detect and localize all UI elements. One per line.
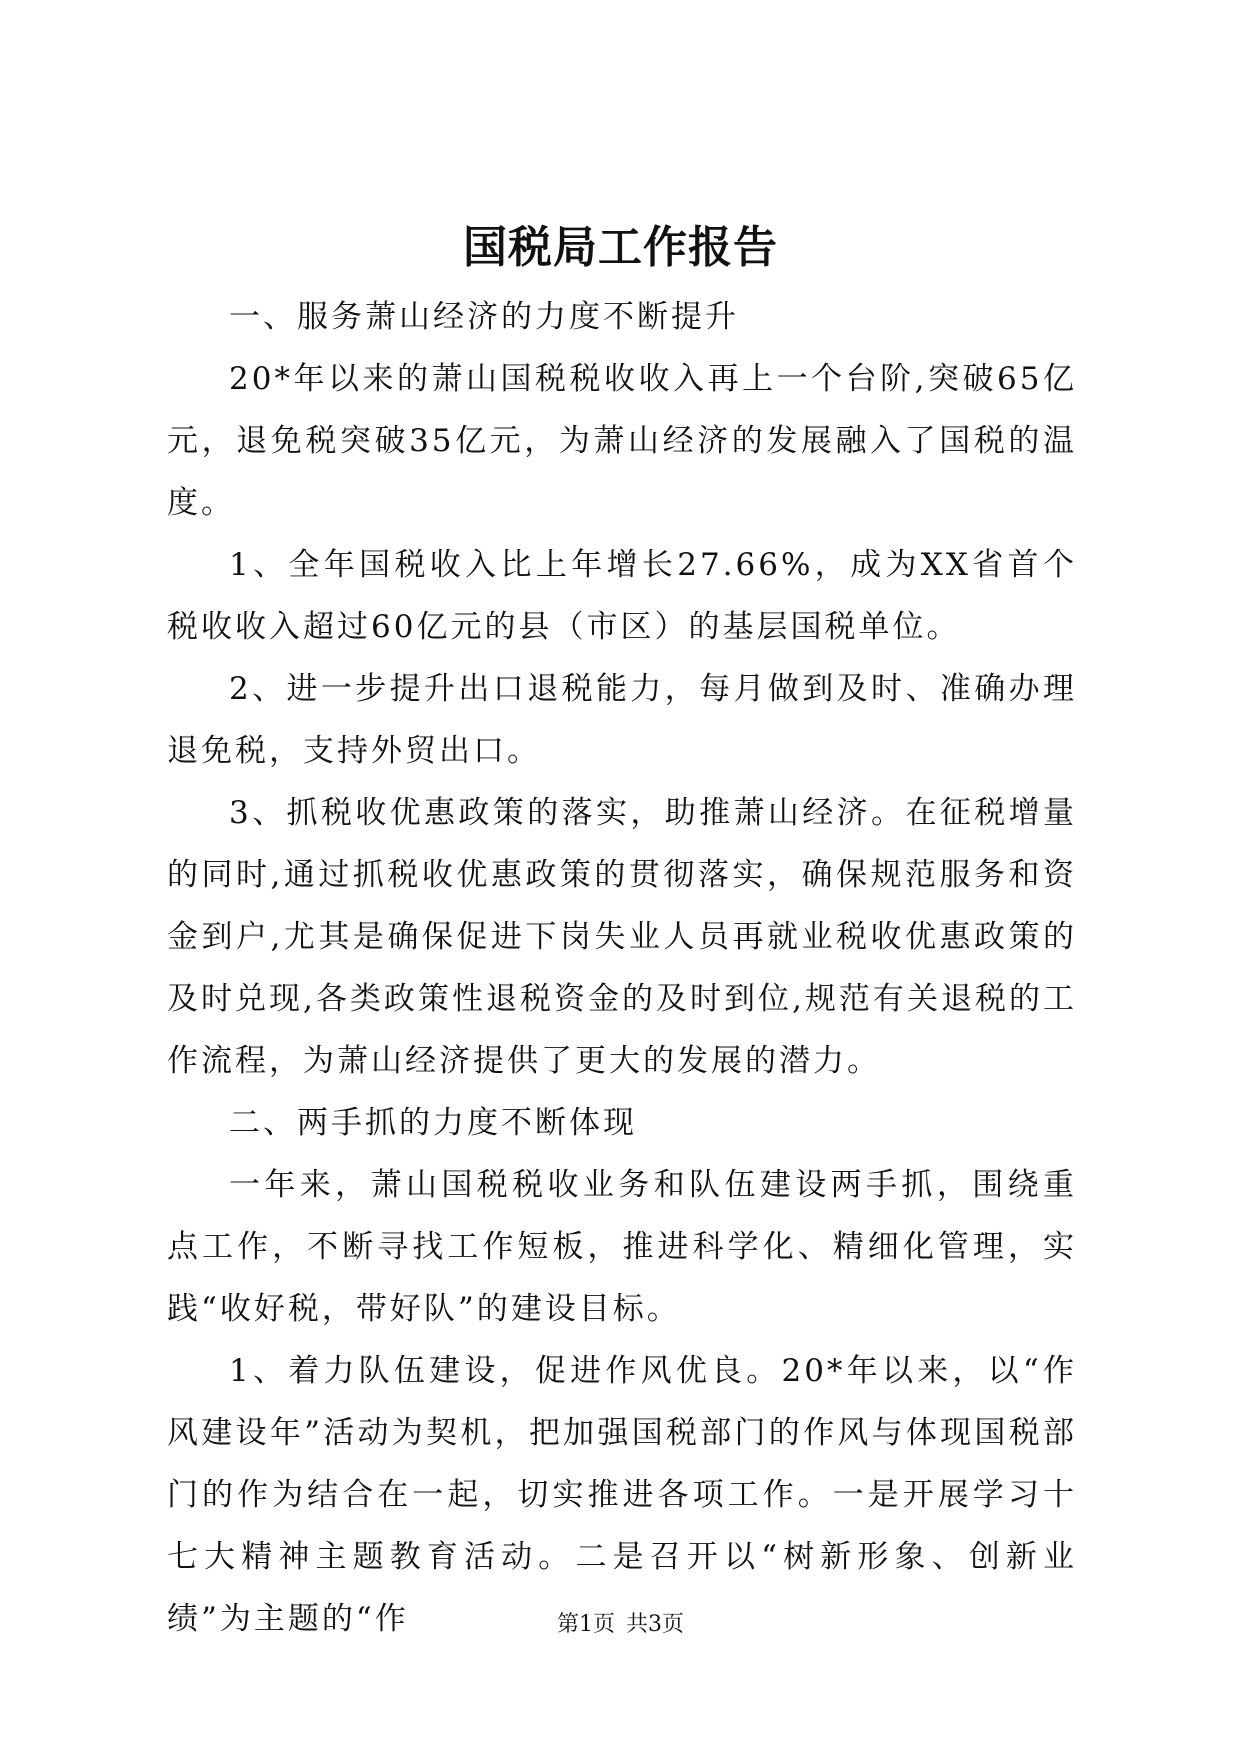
paragraph: 1、全年国税收入比上年增长27.66%，成为XX省首个税收收入超过60亿元的县（市区）的基层国税单位。	[167, 547, 1077, 645]
paragraph: 2、进一步提升出口退税能力，每月做到及时、准确办理退免税，支持外贸出口。	[167, 671, 1077, 769]
page-total: 共3页	[626, 1612, 684, 1637]
paragraph: 3、抓税收优惠政策的落实，助推萧山经济。在征税增量的同时,通过抓税收优惠政策的贯彻落实，确保规范服务和资金到户,尤其是确保促进下岗失业人员再就业税收优惠政策的及时兑现,各类政策性退税资金的及时到位,规范有关退税的工作流程，为萧山经济提供了更大的发展的潜力。	[167, 795, 1077, 1079]
section-heading-1: 一、服务萧山经济的力度不断提升	[229, 299, 739, 335]
paragraph: 一年来，萧山国税税收业务和队伍建设两手抓，围绕重点工作，不断寻找工作短板，推进科学化、精细化管理，实践“收好税，带好队”的建设目标。	[167, 1167, 1077, 1327]
paragraph: 1、着力队伍建设，促进作风优良。20*年以来，以“作风建设年”活动为契机，把加强国税部门的作风与体现国税部门的作为结合在一起，切实推进各项工作。一是开展学习十七大精神主题教育活动。二是召开以“树新形象、创新业绩”为主题的“作	[167, 1353, 1077, 1637]
page-number: 第1页	[557, 1612, 615, 1637]
page-footer	[0, 1610, 1241, 1640]
document-title: 国税局工作报告	[463, 222, 778, 273]
paragraph: 20*年以来的萧山国税税收收入再上一个台阶,突破65亿元，退免税突破35亿元，为萧山经济的发展融入了国税的温度。	[167, 361, 1077, 521]
section-heading-2: 二、两手抓的力度不断体现	[229, 1105, 637, 1141]
document-body	[167, 286, 1077, 1650]
